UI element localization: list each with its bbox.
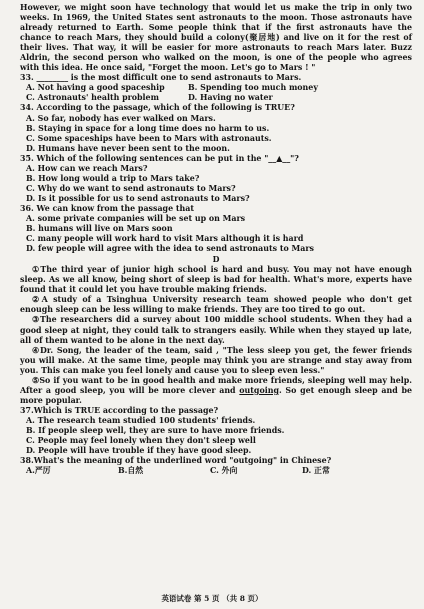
option-b[interactable]: B. Staying in space for a long time does no harm to us. [26, 123, 270, 133]
section-d-heading: D [212, 255, 220, 265]
option-d[interactable]: D. People will have trouble if they have good sleep. [26, 446, 252, 456]
option-a[interactable]: A. The research team studied 100 students' friends. [26, 415, 256, 425]
option-c[interactable]: C. Astronauts' health problem [26, 93, 159, 103]
question-stem: 36. We can know from the passage that [20, 203, 194, 213]
passage-d-paragraph-4: ④Dr. Song, the leader of the team, said , "The less sleep you get, the fewer friends you will make. At the same time, people may think you are strange and stay away from you. This can make you feel lonely and cause you to sleep even less." [20, 345, 412, 375]
options-row [26, 466, 412, 476]
question-37 [20, 406, 412, 456]
option-d[interactable]: D. 正常 [302, 466, 330, 476]
passage-d-paragraph-3: ③The researchers did a survey about 100 middle school students. When they had a good sleep at night, they could talk to strangers easily. While when they stayed up late, all of them wanted to be alone in the next day. [20, 315, 412, 345]
passage-d-paragraph-1: ①The third year of junior high school is hard and busy. You may not have enough sleep. As we all know, being short of sleep is bad for health. What's more, experts have found that it could let you have trouble making friends. [20, 265, 412, 295]
option-b[interactable]: B. Spending too much money [188, 83, 318, 93]
option-a[interactable]: A.严厉 [26, 466, 51, 476]
question-stem: 37.Which is TRUE according to the passage? [20, 405, 219, 415]
question-35 [20, 154, 412, 204]
option-d[interactable]: D. few people will agree with the idea to send astronauts to Mars [26, 244, 314, 254]
option-a[interactable]: A. How can we reach Mars? [26, 163, 148, 173]
option-a[interactable]: A. some private companies will be set up on Mars [26, 213, 246, 223]
question-stem: 35. Which of the following sentences can be put in the "__▲__"? [20, 153, 299, 163]
question-33 [20, 73, 412, 103]
option-b[interactable]: B. How long would a trip to Mars take? [26, 173, 200, 183]
question-stem: 38.What's the meaning of the underlined word "outgoing" in Chinese? [20, 456, 332, 466]
question-34 [20, 103, 412, 153]
question-38 [20, 456, 412, 476]
option-c[interactable]: C. many people will work hard to visit Mars although it is hard [26, 234, 304, 244]
option-c[interactable]: C. 外向 [210, 466, 238, 476]
option-b[interactable]: B. humans will live on Mars soon [26, 224, 173, 234]
question-stem: 33. ________ is the most difficult one to send astronauts to Mars. [20, 73, 302, 83]
option-d[interactable]: D. Is it possible for us to send astronauts to Mars? [26, 193, 250, 203]
options-row [26, 83, 412, 93]
option-c[interactable]: C. People may feel lonely when they don't sleep well [26, 436, 256, 446]
page-content [20, 3, 412, 476]
underlined-word-outgoing: outgoing [239, 385, 279, 395]
option-c[interactable]: C. Some spaceships have been to Mars with astronauts. [26, 133, 272, 143]
options-row [26, 93, 412, 103]
paragraph-5-text-end: . So get enough sleep and be more popular. [20, 385, 412, 405]
page-footer: 英语试卷 第 5 页 （共 8 页） [161, 594, 263, 603]
option-a[interactable]: A. Not having a good spaceship [26, 83, 165, 93]
question-stem: 34. According to the passage, which of the following is TRUE? [20, 103, 295, 113]
option-b[interactable]: B.自然 [118, 466, 144, 476]
paragraph-5-text-start: ⑤So if you want to be in good health and make more friends, sleeping well may help. After a good sleep, you will be more clever and [20, 375, 412, 395]
passage-d-paragraph-2: ②A study of a Tsinghua University research team showed people who don't get enough sleep can be less willing to make friends. They are too tired to go out. [20, 295, 412, 315]
option-d[interactable]: D. Having no water [188, 93, 273, 103]
passage-c-paragraph: However, we might soon have technology that would let us make the trip in only two weeks. In 1969, the United States sent astronauts to the moon. Those astronauts have already returned to Earth. Some people think that if the first astronauts have the chance to reach Mars, they should build a colony(聚居地) and live on it for the rest of their lives. That way, it will be easier for more astronauts to reach Mars later. Buzz Aldrin, the second person who walked on the moon, is one of the people who agrees with this idea. He once said, "Forget the moon. Let's go to Mars ! " [20, 3, 412, 73]
option-d[interactable]: D. Humans have never been sent to the moon. [26, 143, 230, 153]
passage-d-paragraph-5 [20, 376, 412, 406]
option-b[interactable]: B. If people sleep well, they are sure to have more friends. [26, 425, 285, 435]
option-a[interactable]: A. So far, nobody has ever walked on Mars. [26, 113, 216, 123]
question-36 [20, 204, 412, 254]
option-c[interactable]: C. Why do we want to send astronauts to Mars? [26, 183, 236, 193]
